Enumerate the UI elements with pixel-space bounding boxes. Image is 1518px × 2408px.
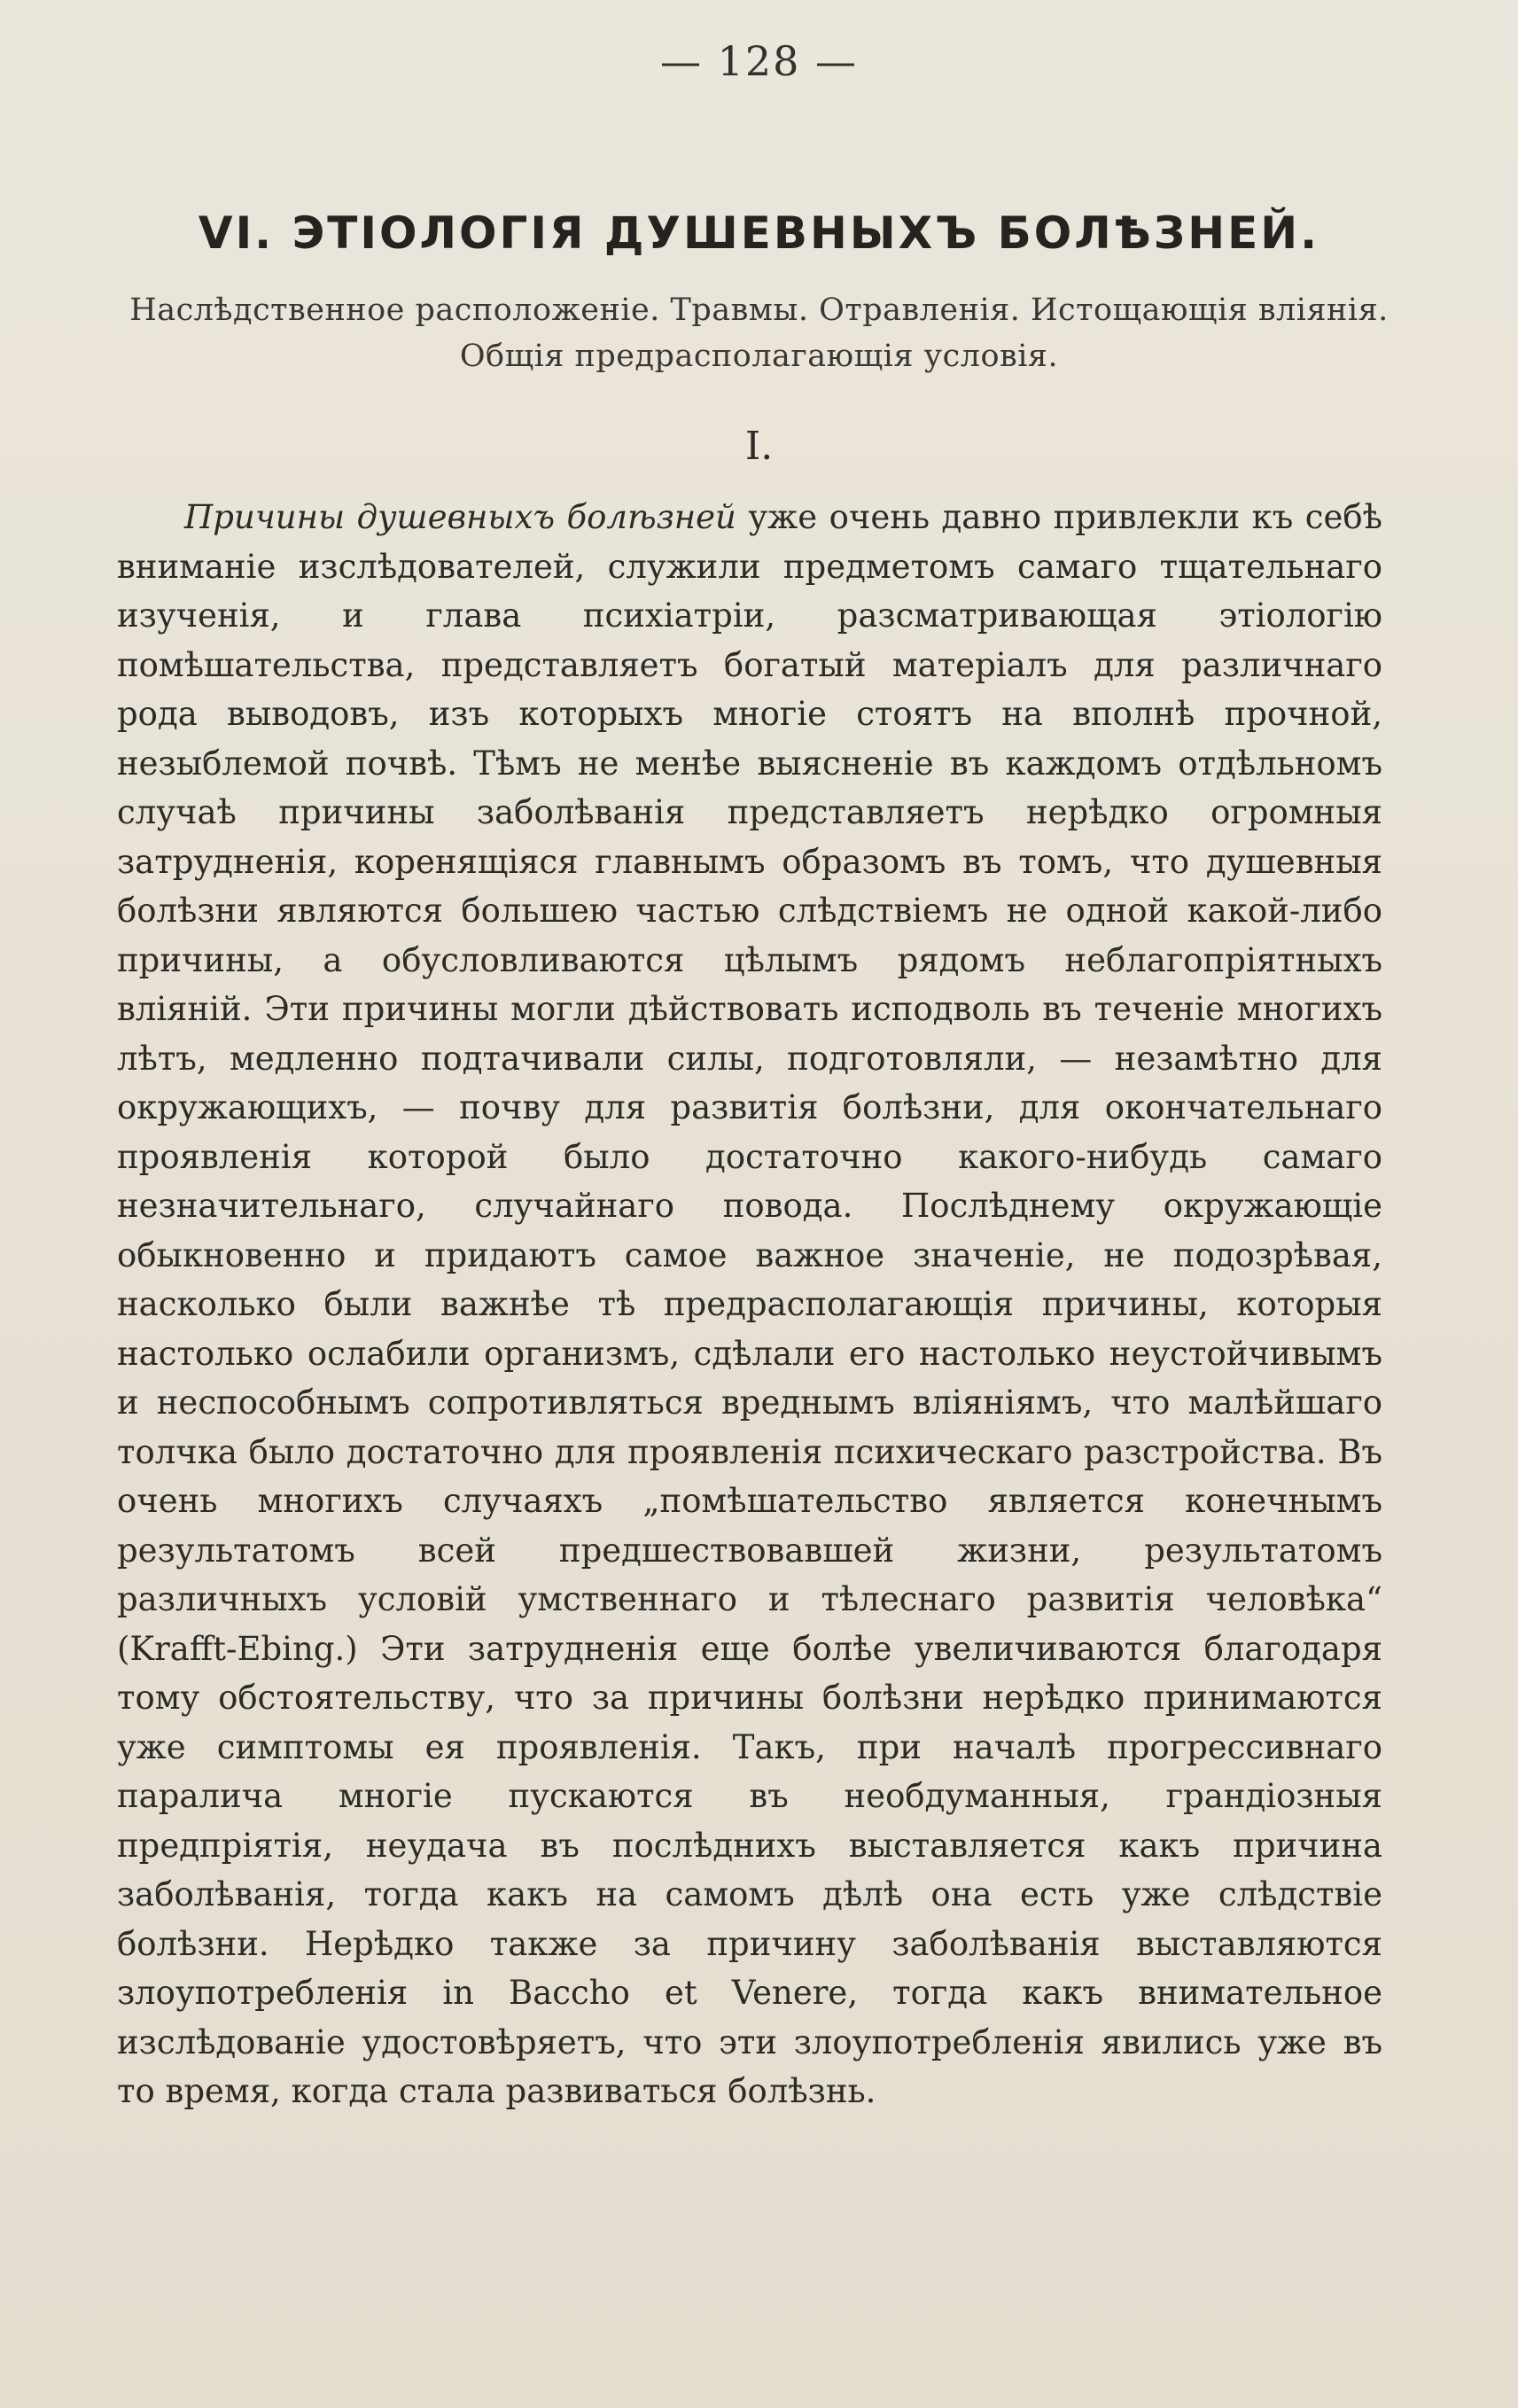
section-numeral: I.: [744, 424, 774, 469]
chapter-title: VI. ЭТІОЛОГІЯ ДУШЕВНЫХЪ БОЛѢЗНЕЙ.: [198, 207, 1320, 259]
paragraph: [117, 493, 1382, 2116]
body-text: [117, 493, 1382, 2116]
chapter-subtitle: Наслѣдственное расположеніе. Травмы. Отравленія. Истощающія вліянія. Общія предрасполагающія условія.: [129, 292, 1389, 374]
paragraph-lead-italic: Причины душевныхъ болѣзней: [184, 498, 736, 536]
page-number: — 128 —: [659, 37, 859, 85]
paragraph-text: уже очень давно привлекли къ себѣ вниманіе изслѣдователей, служили предметомъ самаго тщательнаго изученія, и глава психіатріи, разсматривающая этіологію помѣшательства, представляетъ богатый матеріалъ для различнаго рода выводовъ, изъ которыхъ многіе стоятъ на вполнѣ прочной, незыблемой почвѣ. Тѣмъ не менѣе выясненіе въ каждомъ отдѣльномъ случаѣ причины заболѣванія представляетъ нерѣдко огромныя затрудненія, коренящіяся главнымъ образомъ въ томъ, что душевныя болѣзни являются большею частью слѣдствіемъ не одной какой-либо причины, а обусловливаются цѣлымъ рядомъ неблагопріятныхъ вліяній. Эти причины могли дѣйствовать исподволь въ теченіе многихъ лѣтъ, медленно подтачивали силы, подготовляли, — незамѣтно для окружающихъ, — почву для развитія болѣзни, для окончательнаго проявленія которой было достаточно какого-нибудь самаго незначительнаго, случайнаго повода. Послѣднему окружающіе обыкновенно и придаютъ самое важное значеніе, не подозрѣвая, насколько были важнѣе тѣ предрасполагающія причины, которыя настолько ослабили организмъ, сдѣлали его настолько неустойчивымъ и неспособнымъ сопротивляться вреднымъ вліяніямъ, что малѣйшаго толчка было достаточно для проявленія психическаго разстройства. Въ очень многихъ случаяхъ „помѣшательство является конечнымъ результатомъ всей предшествовавшей жизни, результатомъ различныхъ условій умственнаго и тѣлеснаго развитія человѣка“ (Krafft-Ebing.) Эти затрудненія еще болѣе увеличиваются благодаря тому обстоятельству, что за причины болѣзни нерѣдко принимаются уже симптомы ея проявленія. Такъ, при началѣ прогрессивнаго паралича многіе пускаются въ необдуманныя, грандіозныя предпріятія, неудача въ послѣднихъ выставляется какъ причина заболѣванія, тогда какъ на самомъ дѣлѣ она есть уже слѣдствіе болѣзни. Нерѣдко также за причину заболѣванія выставляются злоупотребленія in Baccho et Venere, тогда какъ внимательное изслѣдованіе удостовѣряетъ, что эти злоупотребленія явились уже въ то время, когда стала развиваться болѣзнь.: [117, 498, 1382, 2110]
